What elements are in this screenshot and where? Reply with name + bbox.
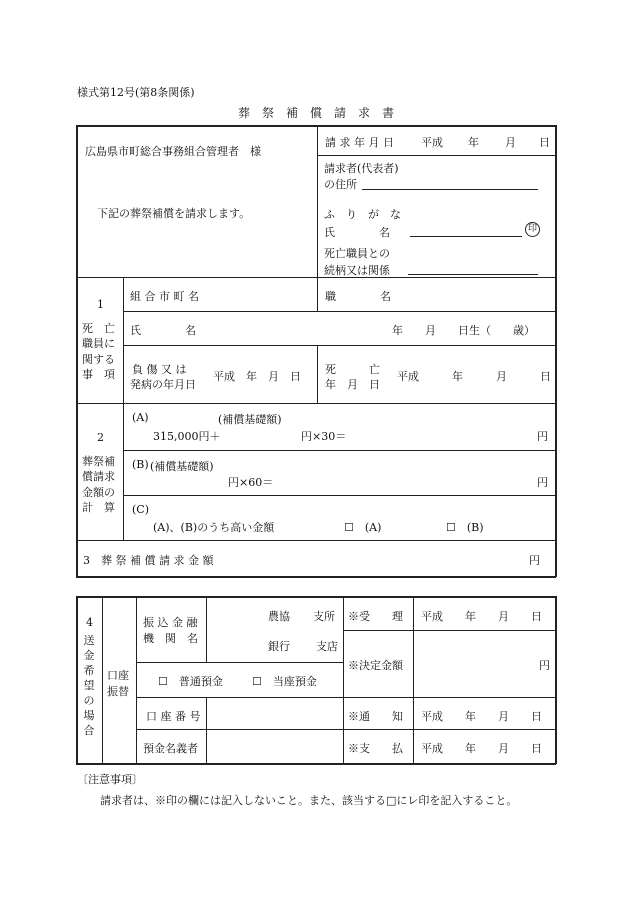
addressee: 広島県市町総合事務組合管理者 様 (85, 145, 261, 158)
receipt-label: ※受 理 (348, 610, 403, 623)
calc-b-label: (B) (132, 458, 149, 471)
death-date-label: 死 亡 (325, 363, 380, 376)
request-date-day[interactable]: 日 (539, 136, 550, 149)
account-holder-label: 預金名義者 (143, 742, 198, 755)
ginko-text: 銀行 (268, 640, 290, 653)
injury-date-field[interactable]: 平成 年 月 日 (213, 370, 301, 383)
payment-label: ※支 払 (348, 742, 403, 755)
death-date-field[interactable]: 平成 年 月 日 (397, 370, 551, 383)
calc-c-text: (A)、(B)のうち高い金額 (153, 521, 275, 534)
section4-label: 送金希望の場合 (83, 634, 95, 737)
request-statement: 下記の葬祭補償を請求します。 (97, 207, 251, 220)
section1-label-4: 事 項 (82, 368, 115, 381)
decision-amount-yen[interactable]: 円 (539, 659, 550, 672)
calc-b-basis-label: (補償基礎額) (150, 460, 214, 473)
payment-date-field[interactable]: 平成 年 月 日 (421, 742, 542, 755)
receipt-date-field[interactable]: 平成 年 月 日 (421, 610, 542, 623)
relation-field[interactable] (408, 274, 538, 275)
claimant-name-field[interactable] (410, 236, 522, 237)
shiten-text: 支店 (316, 640, 338, 653)
calc-c-label: (C) (132, 503, 149, 516)
relation-label-2: 続柄又は関係 (324, 264, 390, 277)
section2-label-4: 計 算 (82, 501, 115, 514)
calc-a-multiplier: 円×30＝ (301, 430, 347, 443)
request-date-era: 平成 (421, 136, 443, 149)
claimant-address-label: 請求者(代表者) (324, 162, 399, 175)
section1-label-1: 死 亡 (82, 322, 115, 335)
account-number-label: 口 座 番 号 (146, 710, 201, 723)
calc-c-option-b-checkbox[interactable]: ☐ (B) (446, 521, 484, 534)
form-number: 様式第12号(第8条関係) (77, 86, 195, 99)
notice-date-field[interactable]: 平成 年 月 日 (421, 710, 542, 723)
birth-date-field[interactable]: 年 月 日生（ 歳） (392, 324, 535, 337)
seal-icon: 印 (525, 222, 540, 237)
section2-label-1: 葬祭補 (82, 455, 115, 468)
claim-amount-yen[interactable]: 円 (529, 554, 540, 567)
request-date-month[interactable]: 月 (505, 136, 516, 149)
calc-a-yen: 円 (537, 430, 548, 443)
current-deposit-checkbox[interactable]: ☐ 当座預金 (252, 675, 317, 688)
deceased-name-label: 氏 名 (130, 324, 196, 337)
calc-c-option-a-checkbox[interactable]: ☐ (A) (344, 521, 382, 534)
section1-number: 1 (97, 298, 104, 311)
notice-label: ※通 知 (348, 710, 403, 723)
notes-body: 請求者は、※印の欄には記入しないこと。また、該当する□にレ印を記入すること。 (100, 794, 518, 807)
ordinary-deposit-checkbox[interactable]: ☐ 普通預金 (158, 675, 223, 688)
injury-date-label-2: 発病の年月日 (130, 378, 196, 391)
request-date-year[interactable]: 年 (468, 136, 479, 149)
notes-heading: 〔注意事項〕 (77, 773, 143, 786)
section2-number: 2 (97, 431, 104, 444)
section4-number: 4 (86, 616, 93, 629)
section2-label-3: 金額の (82, 486, 115, 499)
calc-a-label: (A) (132, 411, 149, 424)
decision-amount-label: ※決定金額 (348, 659, 403, 672)
shisho-text: 支所 (313, 610, 335, 623)
calc-a-basis-label: (補償基礎額) (218, 413, 282, 426)
position-label: 職 名 (325, 290, 391, 303)
claimant-address-field[interactable] (362, 189, 538, 190)
account-transfer-label-2: 振替 (107, 685, 129, 698)
form-title: 葬 祭 補 償 請 求 書 (238, 106, 395, 120)
request-date-label: 請 求 年 月 日 (325, 136, 394, 149)
claimant-name-label: 氏 名 (324, 226, 390, 239)
claimant-address-label-2: の住所 (324, 178, 357, 191)
bank-label: 振 込 金 融 (143, 616, 198, 629)
section1-label-2: 職員に (82, 337, 115, 350)
nokyo-text: 農協 (268, 610, 290, 623)
account-transfer-label: 口座 (107, 669, 129, 682)
death-date-label-2: 年 月 日 (325, 378, 380, 391)
furigana-label: ふ り が な (324, 208, 401, 221)
calc-b-yen: 円 (537, 476, 548, 489)
injury-date-label: 負 傷 又 は (132, 363, 187, 376)
calc-b-multiplier: 円×60＝ (228, 476, 274, 489)
municipality-label: 組 合 市 町 名 (130, 290, 199, 303)
claim-amount-label: 3 葬 祭 補 償 請 求 金 額 (83, 554, 214, 567)
relation-label: 死亡職員との (324, 247, 390, 260)
section2-label-2: 償請求 (82, 470, 115, 483)
calc-a-formula: 315,000円＋ (153, 430, 221, 443)
bank-label-2: 機 関 名 (143, 632, 198, 645)
section1-label-3: 関する (82, 353, 115, 366)
